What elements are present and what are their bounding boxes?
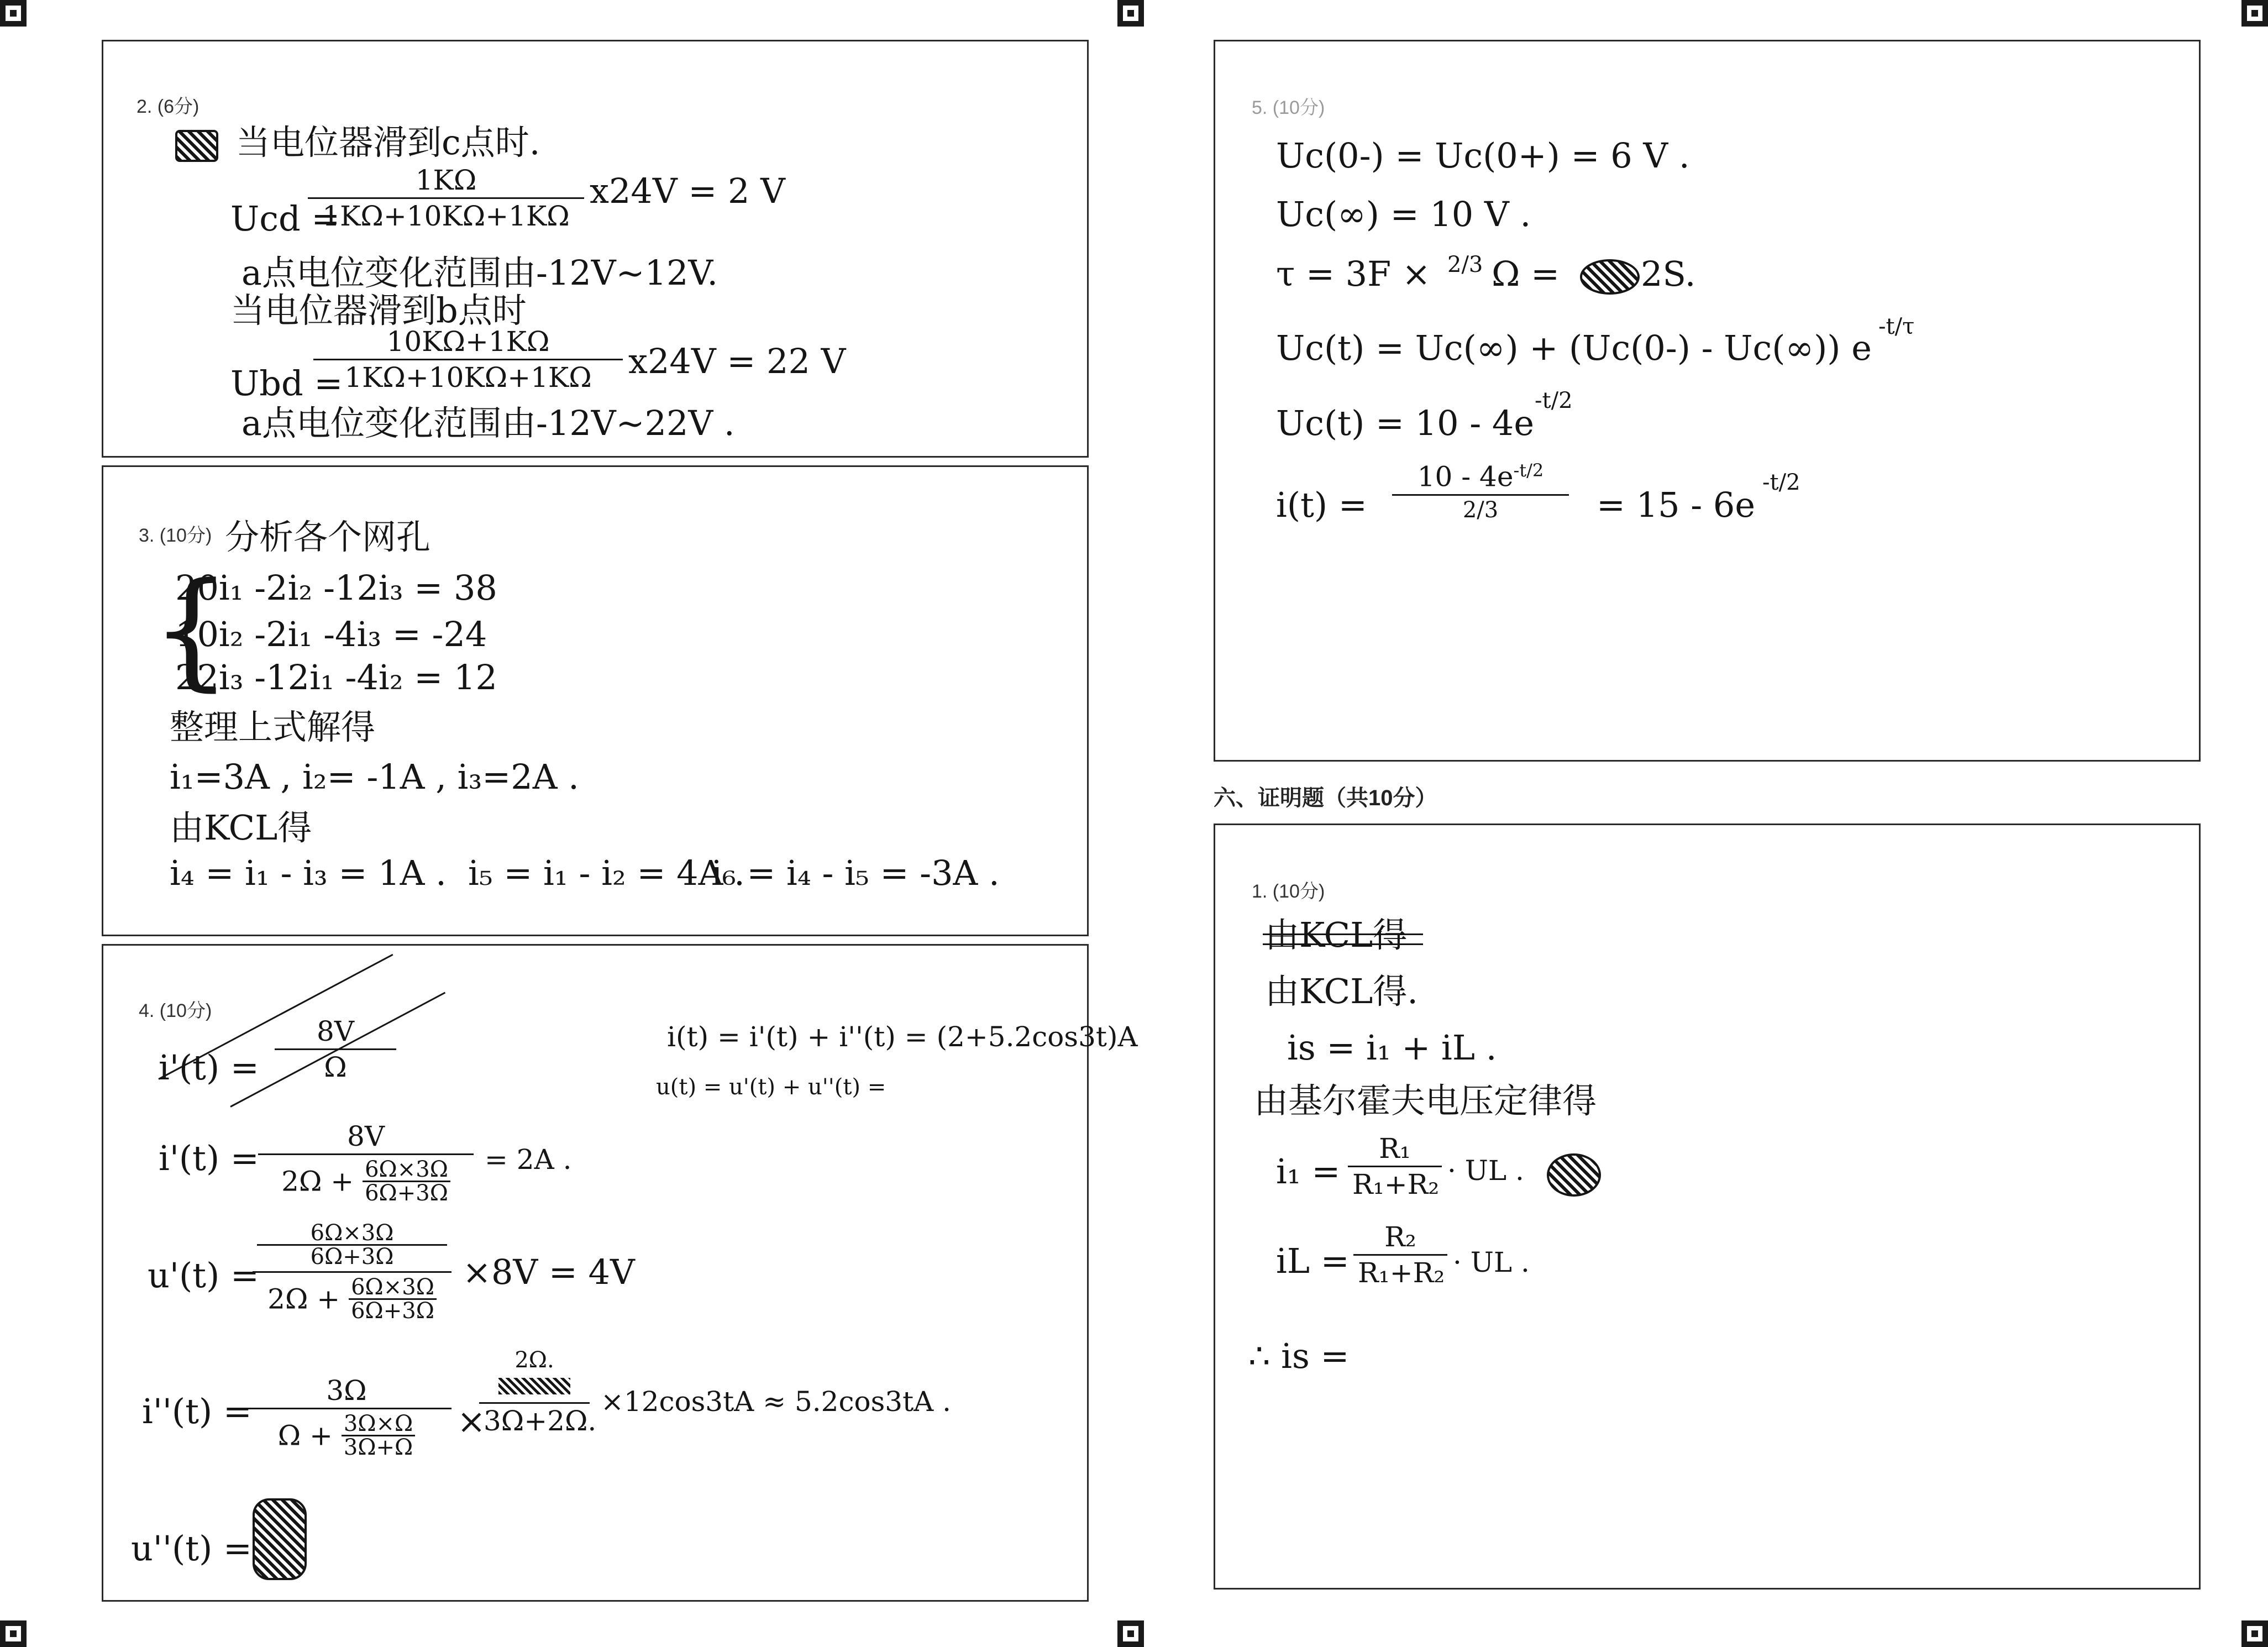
- question-2-box: [102, 40, 1089, 458]
- scribble-mark: [1547, 1153, 1601, 1197]
- nested-fraction: $\frac{3\Omega\times\Omega}{3\Omega+\Omega}$: [342, 1413, 415, 1459]
- q2-ubd-fraction: [313, 326, 623, 394]
- q2-ubd-numerator: 10KΩ+1KΩ: [386, 326, 550, 358]
- q4-i2-denominator: Ω + $\frac{3\Omega\times\Omega}{3\Omega+\Omega}$: [242, 1409, 452, 1459]
- q4-i2-fraction: [242, 1377, 452, 1459]
- q3-line-6: i₁=3A , i₂= -1A , i₃=2A .: [170, 757, 579, 797]
- q3-line-8b: i₅ = i₁ - i₂ = 4A .: [468, 853, 745, 893]
- q61-line-2: is = i₁ + iL .: [1287, 1027, 1497, 1068]
- q3-title: 分析各个网孔: [225, 517, 431, 557]
- q5-line-4-exponent: -t/τ: [1878, 314, 1915, 339]
- q61-line-4-denominator: R₁+R₂: [1352, 1168, 1440, 1200]
- q4-i2-rhs: ×12cos3tA ≈ 5.2cos3tA .: [601, 1386, 952, 1418]
- q61-line-5-rhs: · UL .: [1453, 1246, 1530, 1278]
- scribble-mark: [498, 1378, 570, 1394]
- q61-line-5-fraction: [1353, 1223, 1447, 1287]
- q2-ubd-lhs: Ubd =: [230, 363, 343, 403]
- q4-i2-numerator-2: 2Ω.: [479, 1349, 590, 1402]
- q4-i1-rhs: = 2A .: [485, 1144, 572, 1176]
- question-6-1-box: [1214, 824, 2201, 1590]
- q61-line-5-numerator: R₂: [1384, 1221, 1416, 1253]
- q4-i1-numerator: 8V: [347, 1120, 385, 1152]
- q3-line-5: 整理上式解得: [170, 707, 376, 747]
- question-6-1-label: 1. (10分): [1252, 881, 1325, 902]
- q4-i2-lhs: i''(t) =: [142, 1391, 252, 1431]
- question-4-label: 4. (10分): [139, 1000, 212, 1021]
- strike-line: [1263, 943, 1423, 945]
- q2-ubd-denominator: 1KΩ+10KΩ+1KΩ: [344, 361, 592, 394]
- q4-i2-fraction-2: [479, 1347, 597, 1437]
- q2-ucd-rhs: x24V = 2 V: [590, 171, 785, 211]
- q4-u1-rhs: ×8V = 4V: [463, 1252, 635, 1292]
- q2-line-3: a点电位变化范围由-12V~12V.: [242, 253, 718, 293]
- q5-line-5-exponent: -t/2: [1535, 388, 1573, 413]
- q4-crossed-numerator: 8V: [317, 1015, 354, 1047]
- question-4-box: [102, 944, 1138, 1602]
- q4-u1-fraction: [253, 1222, 452, 1322]
- q3-equation-1: 20i₁ -2i₂ -12i₃ = 38: [175, 568, 497, 608]
- corner-marker-bottom-right: [2241, 1620, 2268, 1647]
- q5-line-3b: Ω =: [1492, 254, 1560, 294]
- question-5-box: [1214, 40, 2201, 762]
- q5-line-5: Uc(t) = 10 - 4e: [1276, 403, 1535, 443]
- q61-line-4-numerator: R₁: [1379, 1132, 1411, 1165]
- q2-ucd-fraction: [308, 166, 584, 230]
- q3-line-8a: i₄ = i₁ - i₃ = 1A .: [170, 853, 447, 893]
- nested-fraction: $\frac{6\Omega\times 3\Omega}{6\Omega+3\Omega}$: [363, 1158, 450, 1204]
- q2-line-6: a点电位变化范围由-12V~22V .: [242, 403, 735, 443]
- q2-ucd-denominator: 1KΩ+10KΩ+1KΩ: [322, 200, 570, 232]
- question-3-box: [102, 465, 1089, 936]
- question-2-label: 2. (6分): [136, 96, 200, 117]
- strike-line: [230, 992, 445, 1108]
- q3-line-7: 由KCL得: [170, 807, 312, 848]
- q3-equation-3: 22i₃ -12i₁ -4i₂ = 12: [175, 657, 497, 697]
- scribble-mark: [175, 130, 218, 162]
- q4-i2-denominator-2: 3Ω+2Ω.: [484, 1405, 597, 1437]
- corner-marker-top-right: [2241, 0, 2268, 27]
- q4-crossed-denominator: Ω: [324, 1051, 347, 1083]
- strike-line: [1263, 933, 1423, 935]
- corner-marker-bottom-center: [1117, 1620, 1144, 1647]
- q2-ubd-rhs: x24V = 22 V: [628, 341, 846, 381]
- q2-ucd-numerator: 1KΩ: [415, 164, 477, 196]
- q4-i1-lhs: i'(t) =: [159, 1138, 259, 1178]
- q2-line-4: 当电位器滑到b点时: [230, 290, 527, 331]
- q4-crossed-lhs: i'(t) =: [159, 1047, 259, 1088]
- q2-ucd-lhs: Ucd =: [230, 198, 340, 239]
- q4-u1-numerator: 6Ω×3Ω 6Ω+3Ω: [253, 1222, 452, 1271]
- corner-marker-top-center: [1117, 0, 1144, 27]
- scribble-mark: [1580, 259, 1640, 295]
- q61-line-5-denominator: R₁+R₂: [1358, 1257, 1445, 1289]
- q4-right-line-1: i(t) = i'(t) + i''(t) = (2+5.2cos3t)A: [667, 1021, 1138, 1053]
- q4-i2-numerator: 3Ω: [326, 1375, 367, 1407]
- q5-line-3a: τ = 3F ×: [1276, 254, 1431, 294]
- q3-line-8c: i₆ = i₄ - i₅ = -3A .: [711, 853, 1000, 893]
- question-3-label: 3. (10分): [139, 525, 212, 546]
- brace: {: [151, 556, 232, 704]
- q4-u1-lhs: u'(t) =: [148, 1255, 259, 1295]
- q61-line-4-lhs: i₁ =: [1276, 1151, 1341, 1192]
- q61-line-4-fraction: [1348, 1132, 1442, 1200]
- q4-u2-lhs: u''(t) =: [131, 1528, 252, 1569]
- q2-line-1: 当电位器滑到c点时.: [236, 122, 540, 162]
- nested-fraction: $\frac{6\Omega\times 3\Omega}{6\Omega+3\Omega}$: [349, 1276, 437, 1322]
- q3-equation-2: 10i₂ -2i₁ -4i₃ = -24: [175, 614, 487, 654]
- q4-i1-fraction: [258, 1120, 474, 1206]
- q5-line-4: Uc(t) = Uc(∞) + (Uc(0-) - Uc(∞)) e: [1276, 328, 1872, 368]
- q5-line-3c: 2S.: [1641, 254, 1696, 294]
- q61-line-3: 由基尔霍夫电压定律得: [1254, 1080, 1597, 1121]
- corner-marker-top-left: [0, 0, 27, 27]
- q5-line-6-fraction: [1392, 461, 1569, 521]
- q5-line-1: Uc(0-) = Uc(0+) = 6 V .: [1276, 135, 1690, 176]
- q5-line-3-fraction: 2/3: [1447, 252, 1483, 277]
- q61-line-6: ∴ is =: [1248, 1336, 1350, 1376]
- scribble-mark: [253, 1498, 307, 1580]
- q61-line-5-lhs: iL =: [1276, 1241, 1350, 1281]
- question-5-label: 5. (10分): [1252, 97, 1325, 118]
- q4-right-line-2: u(t) = u'(t) + u''(t) =: [656, 1074, 886, 1100]
- section-6-title: 六、证明题（共10分）: [1214, 786, 1437, 810]
- q4-i2-mid: ×: [457, 1401, 486, 1441]
- q5-line-6-lhs: i(t) =: [1276, 485, 1367, 525]
- q5-line-6-denominator: 2/3: [1462, 497, 1499, 523]
- q61-crossed-line: 由KCL得: [1265, 915, 1408, 955]
- q5-line-2: Uc(∞) = 10 V .: [1276, 194, 1531, 234]
- q61-line-1: 由KCL得.: [1265, 971, 1418, 1011]
- corner-marker-bottom-left: [0, 1620, 27, 1647]
- q4-i1-denominator: 2Ω + $\frac{6\Omega\times 3\Omega}{6\Omega+3\Omega}$: [258, 1155, 474, 1204]
- q4-u1-denominator: 2Ω + $\frac{6\Omega\times 3\Omega}{6\Omega+3\Omega}$: [253, 1273, 452, 1322]
- q5-line-6-rhs: = 15 - 6e: [1597, 485, 1756, 525]
- q5-line-6-rhs-exponent: -t/2: [1762, 470, 1800, 495]
- q5-line-6-numerator: $10 - 4e^{-t/2}$: [1417, 460, 1544, 493]
- q61-line-4-rhs: · UL .: [1447, 1155, 1524, 1187]
